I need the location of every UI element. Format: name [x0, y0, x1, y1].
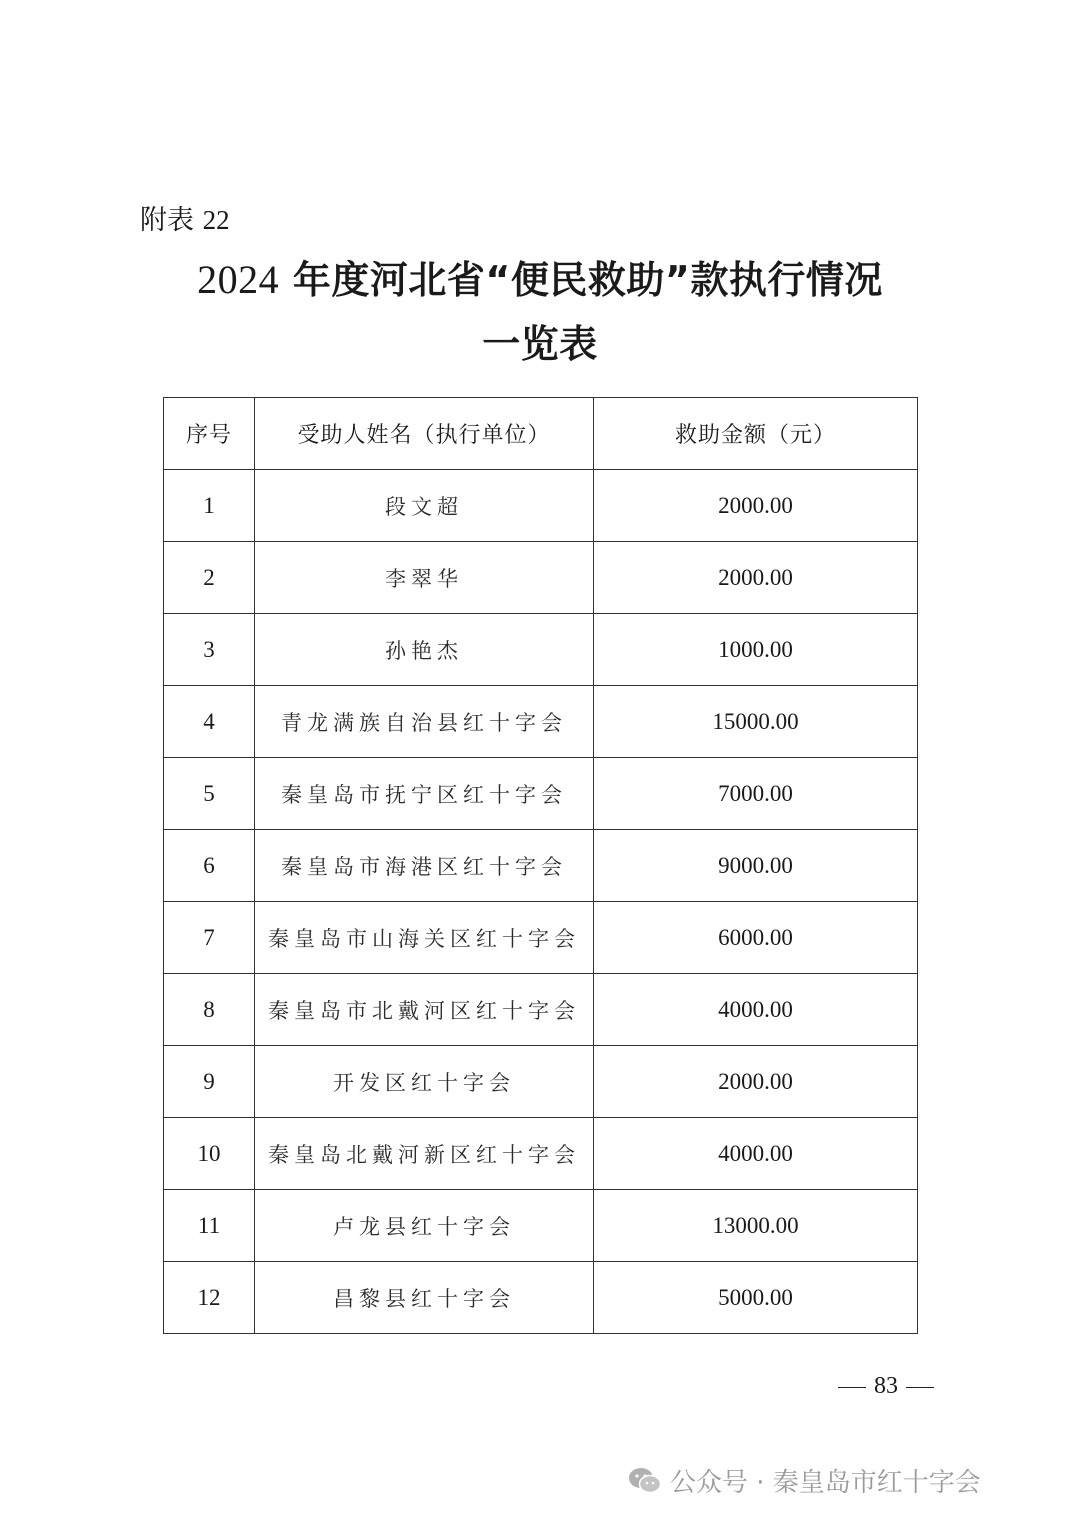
row-amount-cell: 7000.00: [594, 758, 918, 830]
annex-number: 22: [202, 205, 230, 235]
row-index-cell: 10: [164, 1118, 255, 1190]
watermark-text: 公众号 · 秦皇岛市红十字会: [670, 1468, 981, 1498]
row-index-cell: 5: [164, 758, 255, 830]
page-number-dash-left: [838, 1387, 866, 1388]
row-index-cell: 7: [164, 902, 255, 974]
relief-summary-table: [163, 397, 918, 1334]
table-row: [164, 1190, 918, 1262]
page-number-dash-right: [906, 1387, 934, 1388]
watermark: [628, 1462, 981, 1499]
table-row: [164, 1262, 918, 1334]
table-row: [164, 542, 918, 614]
row-amount-cell: 4000.00: [594, 974, 918, 1046]
row-amount-cell: 9000.00: [594, 830, 918, 902]
table-row: [164, 1118, 918, 1190]
annex-label-text: 附表: [140, 205, 194, 236]
row-name-cell: 开发区红十字会: [255, 1046, 594, 1118]
row-name-cell: 段文超: [255, 470, 594, 542]
row-name-cell: 秦皇岛市北戴河区红十字会: [255, 974, 594, 1046]
row-name-cell: 秦皇岛市山海关区红十字会: [255, 902, 594, 974]
header-name: 受助人姓名（执行单位）: [255, 398, 594, 470]
row-amount-cell: 2000.00: [594, 542, 918, 614]
table-row: [164, 758, 918, 830]
row-name-cell: 卢龙县红十字会: [255, 1190, 594, 1262]
annex-label: [140, 202, 230, 239]
table-row: [164, 470, 918, 542]
row-index-cell: 1: [164, 470, 255, 542]
row-name-cell: 秦皇岛市抚宁区红十字会: [255, 758, 594, 830]
title-year: 2024: [197, 257, 280, 302]
row-name-cell: 秦皇岛北戴河新区红十字会: [255, 1118, 594, 1190]
row-index-cell: 12: [164, 1262, 255, 1334]
row-name-cell: 孙艳杰: [255, 614, 594, 686]
row-amount-cell: 15000.00: [594, 686, 918, 758]
row-index-cell: 4: [164, 686, 255, 758]
row-index-cell: 3: [164, 614, 255, 686]
row-amount-cell: 2000.00: [594, 1046, 918, 1118]
table-row: [164, 830, 918, 902]
row-amount-cell: 6000.00: [594, 902, 918, 974]
row-name-cell: 李翠华: [255, 542, 594, 614]
row-name-cell: 秦皇岛市海港区红十字会: [255, 830, 594, 902]
header-amount: 救助金额（元）: [594, 398, 918, 470]
header-index: 序号: [164, 398, 255, 470]
page-title-line1: [0, 254, 1080, 306]
table-row: [164, 1046, 918, 1118]
table-row: [164, 614, 918, 686]
row-amount-cell: 5000.00: [594, 1262, 918, 1334]
row-index-cell: 2: [164, 542, 255, 614]
row-index-cell: 8: [164, 974, 255, 1046]
row-name-cell: 昌黎县红十字会: [255, 1262, 594, 1334]
table-body: [164, 470, 918, 1334]
table-row: [164, 974, 918, 1046]
row-name-cell: 青龙满族自治县红十字会: [255, 686, 594, 758]
row-amount-cell: 4000.00: [594, 1118, 918, 1190]
page-number-value: 83: [874, 1373, 898, 1399]
title-line1-text: 年度河北省“便民救助”款执行情况: [279, 258, 883, 302]
row-index-cell: 11: [164, 1190, 255, 1262]
page-number: [830, 1370, 942, 1402]
table-row: [164, 902, 918, 974]
row-amount-cell: 13000.00: [594, 1190, 918, 1262]
table-row: [164, 686, 918, 758]
page-title-line2: 一览表: [482, 322, 598, 366]
row-index-cell: 6: [164, 830, 255, 902]
row-amount-cell: 1000.00: [594, 614, 918, 686]
table-header-row: [164, 398, 918, 470]
row-amount-cell: 2000.00: [594, 470, 918, 542]
wechat-icon: [628, 1466, 662, 1496]
row-index-cell: 9: [164, 1046, 255, 1118]
